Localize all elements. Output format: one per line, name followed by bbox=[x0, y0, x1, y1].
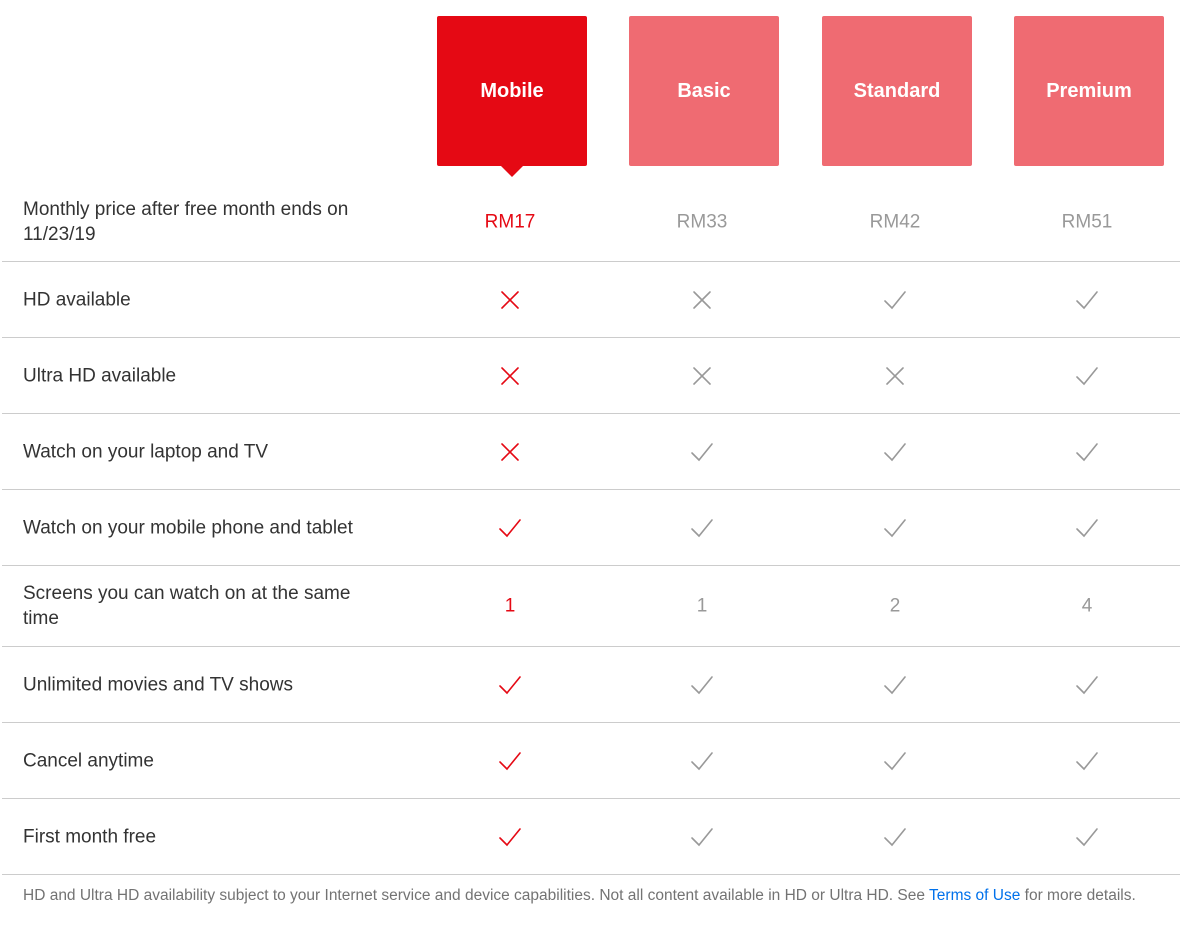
footnote-text: HD and Ultra HD availability subject to your Internet service and device capabilities. Not all content available in HD or Ultra HD. See bbox=[23, 887, 930, 904]
plan-selector bbox=[0, 16, 1180, 166]
plan-value-basic: RM33 bbox=[676, 211, 728, 232]
selected-plan-pointer bbox=[501, 166, 523, 177]
check-icon bbox=[820, 440, 970, 464]
plan-tab-label: Basic bbox=[677, 79, 731, 102]
feature-label: Watch on your laptop and TV bbox=[23, 441, 269, 462]
plan-tab-basic[interactable] bbox=[629, 16, 779, 166]
plan-tab-mobile[interactable] bbox=[437, 16, 587, 166]
plan-tab-label: Standard bbox=[853, 79, 941, 102]
check-icon bbox=[627, 440, 777, 464]
cross-icon bbox=[435, 440, 585, 464]
feature-row-watch-on-your-mobile-phone-and-tablet bbox=[2, 490, 1180, 566]
check-icon bbox=[1012, 288, 1162, 312]
plan-comparison-table bbox=[2, 182, 1180, 875]
feature-label: Screens you can watch on at the same time bbox=[23, 583, 351, 629]
plan-tab-premium[interactable] bbox=[1014, 16, 1164, 166]
feature-label: HD available bbox=[23, 289, 131, 310]
check-icon bbox=[435, 825, 585, 849]
check-icon bbox=[820, 825, 970, 849]
feature-row-screens-you-can-watch-on-at-the-same-tim bbox=[2, 566, 1180, 647]
check-icon bbox=[820, 673, 970, 697]
check-icon bbox=[1012, 364, 1162, 388]
feature-label: Watch on your mobile phone and tablet bbox=[23, 517, 353, 538]
plan-tab-standard[interactable] bbox=[822, 16, 972, 166]
plan-value-standard: RM42 bbox=[869, 211, 921, 232]
plan-value-premium: RM51 bbox=[1061, 211, 1113, 232]
cross-icon bbox=[627, 288, 777, 312]
check-icon bbox=[627, 516, 777, 540]
feature-row-ultra-hd-available bbox=[2, 338, 1180, 414]
check-icon bbox=[1012, 825, 1162, 849]
feature-row-hd-available bbox=[2, 262, 1180, 338]
feature-label: Ultra HD available bbox=[23, 365, 177, 386]
check-icon bbox=[1012, 673, 1162, 697]
check-icon bbox=[820, 516, 970, 540]
feature-row-monthly-price-after-free-month-ends-on-1 bbox=[2, 182, 1180, 262]
check-icon bbox=[1012, 516, 1162, 540]
check-icon bbox=[627, 749, 777, 773]
plan-tab-label: Premium bbox=[1046, 79, 1132, 102]
cross-icon bbox=[820, 364, 970, 388]
cross-icon bbox=[627, 364, 777, 388]
check-icon bbox=[820, 288, 970, 312]
plan-value-standard: 2 bbox=[889, 595, 901, 617]
feature-row-watch-on-your-laptop-and-tv bbox=[2, 414, 1180, 490]
check-icon bbox=[627, 673, 777, 697]
plan-tab-label: Mobile bbox=[480, 79, 544, 102]
feature-row-unlimited-movies-and-tv-shows bbox=[2, 647, 1180, 723]
check-icon bbox=[820, 749, 970, 773]
plan-value-premium: 4 bbox=[1081, 595, 1093, 617]
check-icon bbox=[435, 749, 585, 773]
cross-icon bbox=[435, 288, 585, 312]
check-icon bbox=[435, 673, 585, 697]
cross-icon bbox=[435, 364, 585, 388]
footnote-text-end: for more details. bbox=[1020, 887, 1136, 904]
plan-value-mobile: RM17 bbox=[484, 211, 536, 232]
check-icon bbox=[1012, 749, 1162, 773]
check-icon bbox=[435, 516, 585, 540]
check-icon bbox=[1012, 440, 1162, 464]
plan-value-mobile: 1 bbox=[504, 595, 516, 617]
feature-label: Unlimited movies and TV shows bbox=[23, 674, 293, 695]
feature-label: First month free bbox=[23, 826, 157, 847]
feature-row-cancel-anytime bbox=[2, 723, 1180, 799]
check-icon bbox=[627, 825, 777, 849]
feature-row-first-month-free bbox=[2, 799, 1180, 875]
feature-label: Monthly price after free month ends on 11/23/19 bbox=[23, 198, 349, 245]
feature-label: Cancel anytime bbox=[23, 750, 154, 771]
availability-footnote bbox=[23, 886, 1163, 906]
plan-value-basic: 1 bbox=[696, 595, 708, 617]
terms-of-use-link[interactable]: Terms of Use bbox=[929, 887, 1021, 904]
